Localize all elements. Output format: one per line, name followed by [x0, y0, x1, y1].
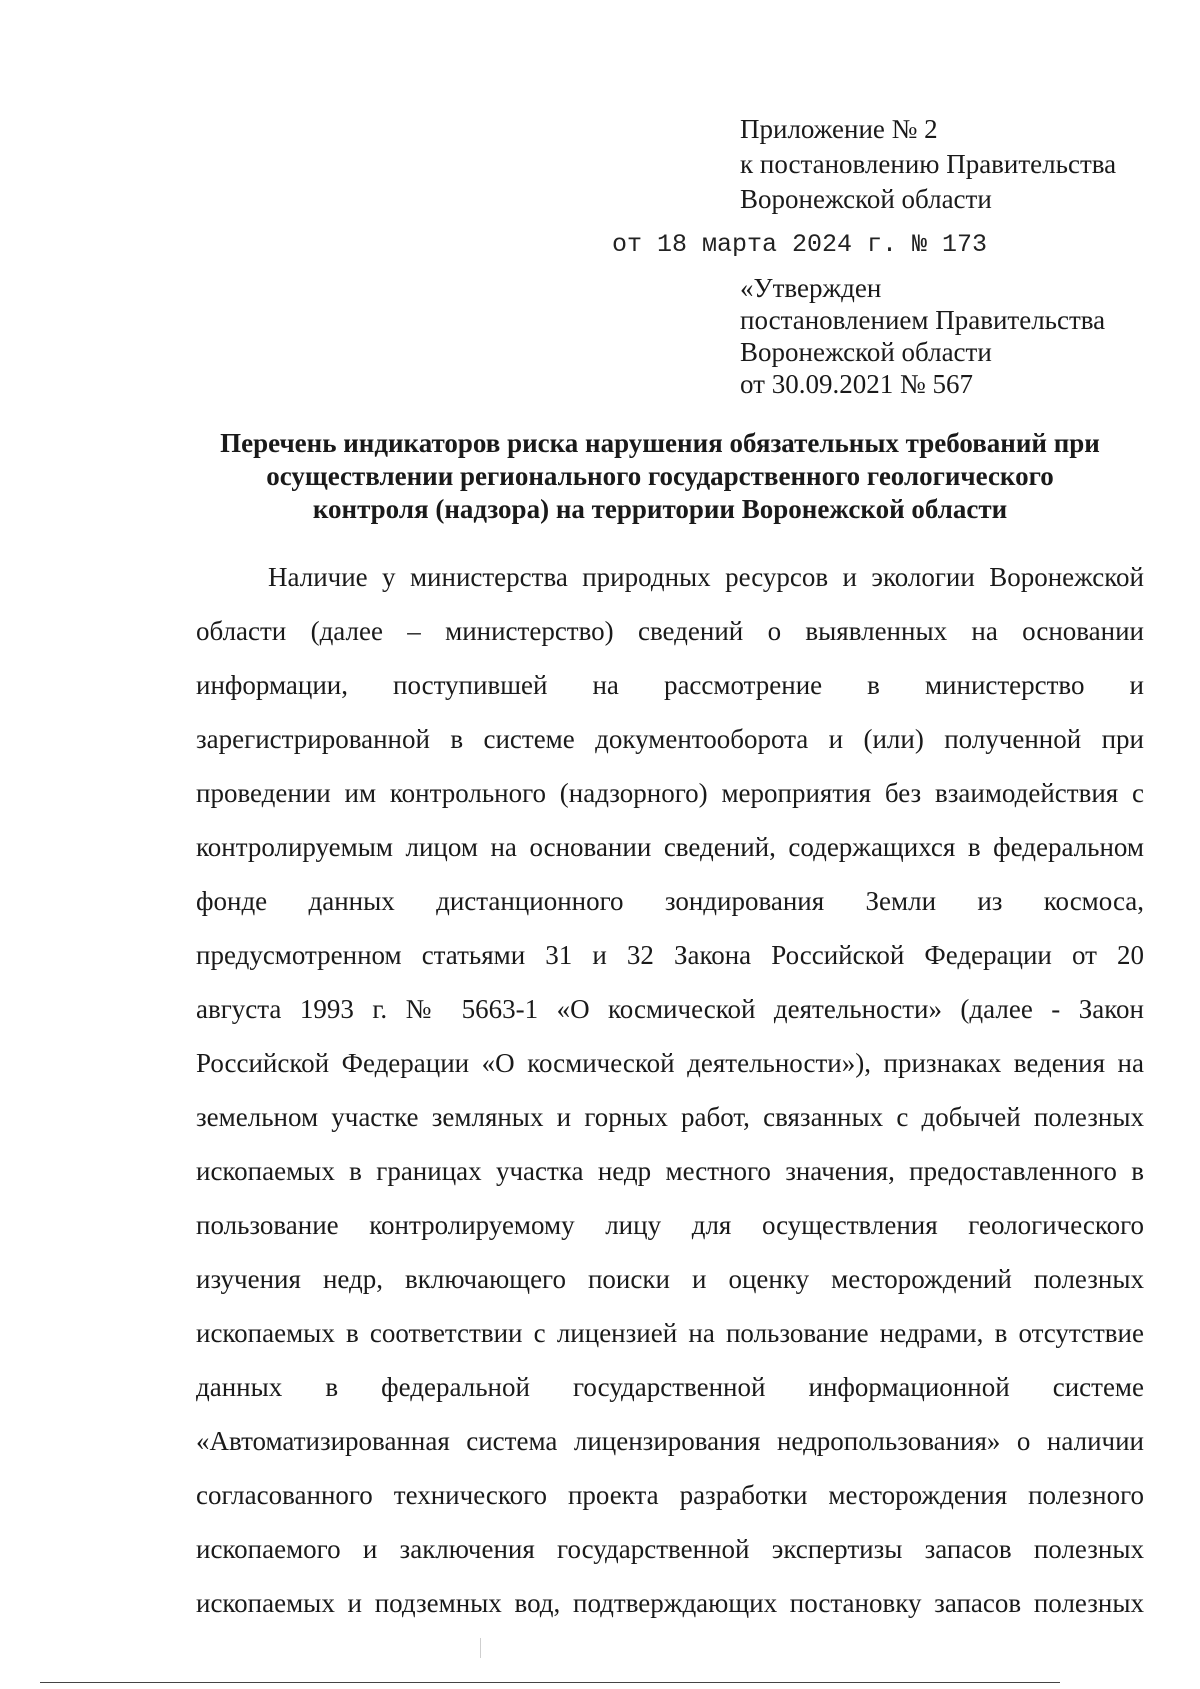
approval-line: от 30.09.2021 № 567	[740, 369, 973, 399]
appendix-header	[740, 112, 1116, 217]
body-line: области (далее – министерство) сведений о выявленных на основании	[196, 616, 1144, 646]
resolution-date-stamp: от 18 марта 2024 г. № 173	[612, 230, 988, 259]
body-line: изучения недр, включающего поиски и оценку месторождений полезных	[196, 1264, 1144, 1294]
body-line: информации, поступившей на рассмотрение в министерство и	[196, 670, 1144, 700]
title-line: осуществлении регионального государственного геологического	[266, 461, 1054, 491]
body-line: земельном участке земляных и горных работ, связанных с добычей полезных	[196, 1102, 1144, 1132]
body-line: «Автоматизированная система лицензирования недропользования» о наличии	[196, 1426, 1144, 1456]
page-bottom-rule	[40, 1682, 1060, 1683]
approval-line: «Утвержден	[740, 273, 882, 303]
document-title	[180, 427, 1140, 526]
body-line: проведении им контрольного (надзорного) мероприятия без взаимодействия с	[196, 778, 1144, 808]
body-line: ископаемых в соответствии с лицензией на пользование недрами, в отсутствие	[196, 1318, 1144, 1348]
body-line: августа 1993 г. № 5663-1 «О космической деятельности» (далее - Закон	[196, 994, 1144, 1024]
body-line: предусмотренном статьями 31 и 32 Закона Российской Федерации от 20	[196, 940, 1144, 970]
appendix-reference: к постановлению Правительства	[740, 149, 1117, 179]
body-line: пользование контролируемому лицу для осуществления геологического	[196, 1210, 1144, 1240]
body-line: ископаемых в границах участка недр местного значения, предоставленного в	[196, 1156, 1144, 1186]
body-line: контролируемым лицом на основании сведений, содержащихся в федеральном	[196, 832, 1144, 862]
appendix-number: Приложение № 2	[740, 114, 938, 144]
approval-line: постановлением Правительства	[740, 305, 1106, 335]
body-line: согласованного технического проекта разработки месторождения полезного	[196, 1480, 1144, 1510]
body-line: зарегистрированной в системе документооборота и (или) полученной при	[196, 724, 1144, 754]
appendix-region: Воронежской области	[740, 184, 992, 214]
body-paragraph	[196, 562, 1144, 1642]
body-line: ископаемого и заключения государственной экспертизы запасов полезных	[196, 1534, 1144, 1564]
approval-line: Воронежской области	[740, 337, 992, 367]
body-line: ископаемых и подземных вод, подтверждающих постановку запасов полезных	[196, 1588, 1144, 1618]
body-line: данных в федеральной государственной информационной системе	[196, 1372, 1144, 1402]
body-line: Российской Федерации «О космической деятельности»), признаках ведения на	[196, 1048, 1144, 1078]
scan-artifact-mark	[480, 1638, 481, 1658]
body-line: Наличие у министерства природных ресурсов и экологии Воронежской	[268, 562, 1144, 592]
body-line: фонде данных дистанционного зондирования Земли из космоса,	[196, 886, 1144, 916]
approval-block	[740, 272, 1105, 400]
title-line: контроля (надзора) на территории Воронежской области	[312, 494, 1008, 524]
title-line: Перечень индикаторов риска нарушения обязательных требований при	[220, 428, 1100, 458]
